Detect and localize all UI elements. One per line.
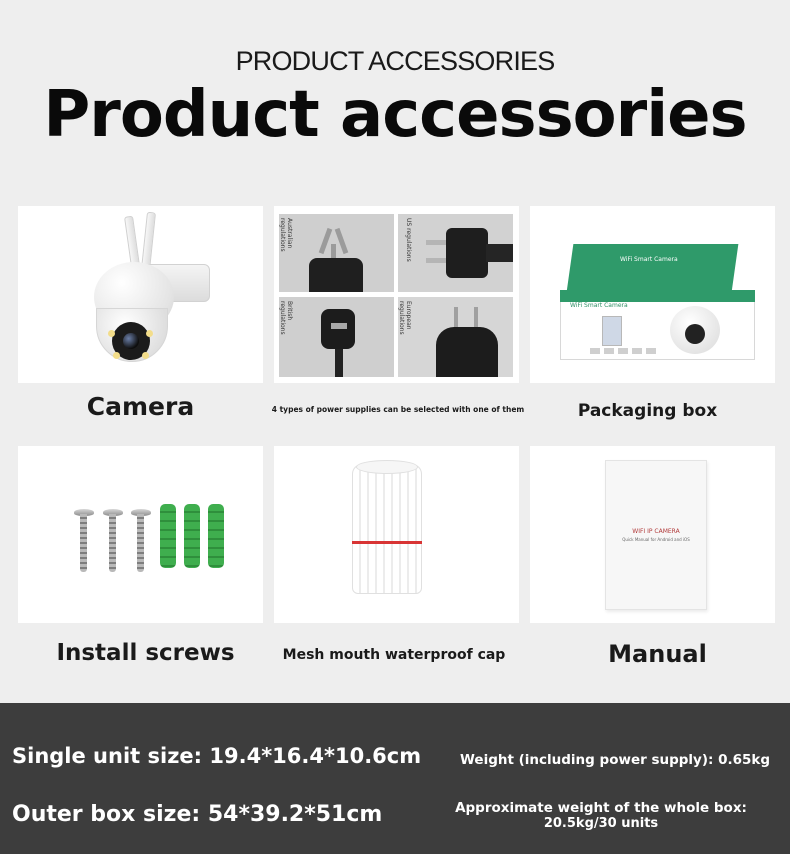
single-unit-size: Single unit size: 19.4*16.4*10.6cm	[12, 744, 422, 768]
camera-icon	[78, 212, 228, 377]
weight-text: Weight (including power supply): 0.65kg	[460, 752, 771, 768]
plug-label-australian: Australian regulations	[279, 218, 293, 252]
power-plug-label: 4 types of power supplies can be selected with one of them	[271, 405, 525, 414]
manual-icon	[530, 446, 775, 623]
screws-card	[18, 446, 263, 623]
camera-card	[18, 206, 263, 383]
box-side-text: WiFi Smart Camera	[570, 302, 628, 309]
screws-label: Install screws	[56, 640, 235, 666]
box-lid-text: WiFi Smart Camera	[620, 256, 678, 263]
plug-label-european: European regulations	[398, 301, 412, 335]
page-title: Product accessories	[43, 78, 747, 152]
page-subtitle: PRODUCT ACCESSORIES	[235, 46, 555, 76]
packaging-box-label: Packaging box	[577, 401, 718, 421]
whole-box-weight-line2: 20.5kg/30 units	[543, 816, 659, 831]
whole-box-weight-line1: Approximate weight of the whole box:	[455, 800, 747, 816]
packaging-box-card	[530, 206, 775, 383]
outer-box-size: Outer box size: 54*39.2*51cm	[12, 802, 383, 827]
power-plug-card	[274, 206, 519, 383]
manual-card	[530, 446, 775, 623]
screws-icon	[18, 446, 263, 623]
specs-panel	[0, 703, 790, 854]
plug-label-british: British regulations	[279, 301, 293, 335]
plug-label-us: US regulations	[405, 218, 412, 262]
manual-label: Manual	[608, 640, 707, 668]
power-plug-icon	[274, 206, 519, 383]
waterproof-cap-card	[274, 446, 519, 623]
packaging-box-icon	[530, 206, 775, 383]
manual-subtitle-text: Quick Manual for Android and iOS	[622, 537, 690, 542]
camera-label: Camera	[86, 392, 195, 421]
manual-title-text: WIFI IP CAMERA	[632, 528, 680, 535]
waterproof-cap-icon	[274, 446, 519, 623]
waterproof-cap-label: Mesh mouth waterproof cap	[282, 647, 506, 663]
